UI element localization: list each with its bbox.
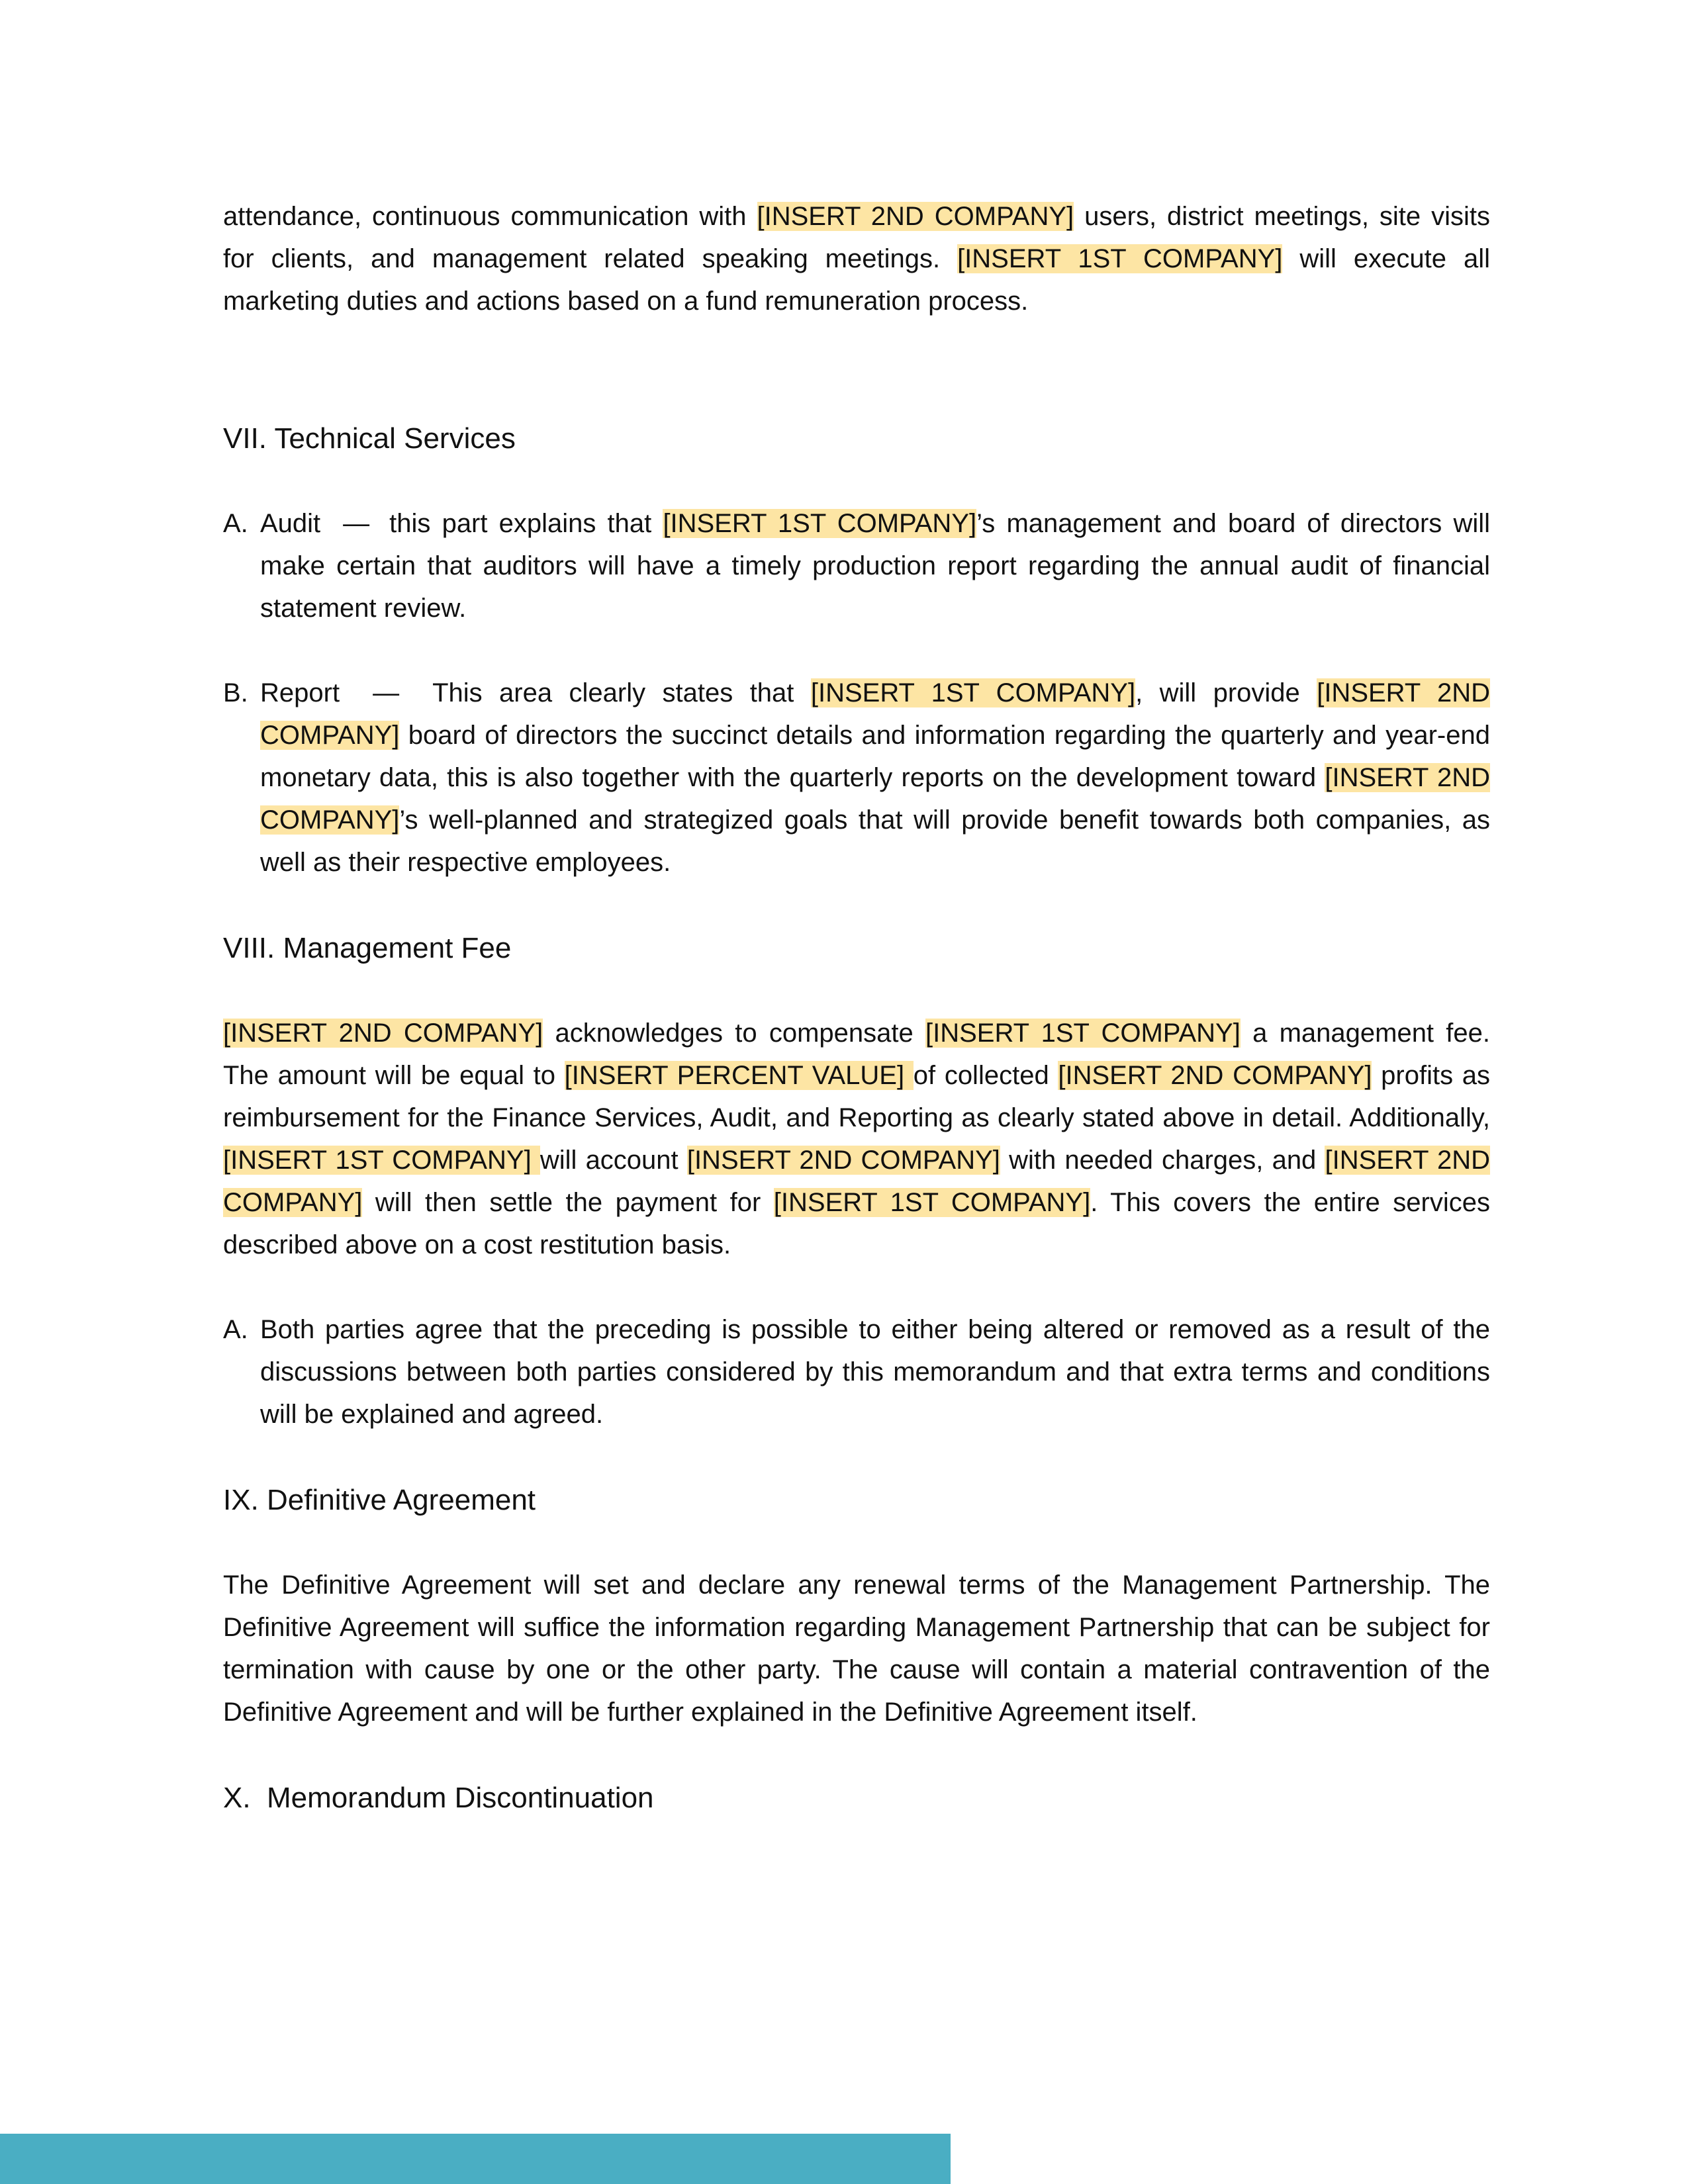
fee-text-4: profits as reimbursement for the Finance Services, Audit, and Reporting as clearly stated above in detail. Additionally, [223,1061,1491,1132]
list-marker: A. [223,1315,248,1344]
footer-accent-bar [0,2134,951,2184]
report-text-2: , will provide [1135,678,1317,707]
section-heading-definitive-agreement: IX. Definitive Agreement [223,1484,536,1516]
document-page [223,195,1490,1819]
fee-text-5: will account [539,1146,687,1175]
intro-paragraph [223,195,1490,322]
placeholder-2nd-company: [INSERT 2ND COMPANY] [1058,1061,1372,1090]
fee-text-6: with needed charges, and [1000,1146,1325,1175]
placeholder-percent-value: [INSERT PERCENT VALUE] [564,1061,914,1090]
audit-text-1: this part explains that [389,509,663,538]
item-label-audit: Audit [260,509,321,538]
placeholder-2nd-company: [INSERT 2ND COMPANY] [260,678,1490,750]
placeholder-2nd-company: [INSERT 2ND COMPANY] [223,1146,1490,1217]
audit-text-2: ’s management and board of directors will make certain that auditors will have a timely production report regarding the annual audit of financial statement review. [260,509,1491,623]
section-heading-technical-services: VII. Technical Services [223,422,516,455]
intro-text-2: users, district meetings, site visits for clients, and management related speaking meetings. [223,202,1490,273]
placeholder-2nd-company: [INSERT 2ND COMPANY] [260,763,1490,835]
item-label-report: Report [260,678,340,707]
placeholder-2nd-company: [INSERT 2ND COMPANY] [757,202,1074,231]
intro-text-1: attendance, continuous communication with [223,202,757,231]
fee-text-2: a management fee. The amount will be equal to [223,1019,1491,1090]
intro-text-3: will execute all marketing duties and actions based on a fund remuneration process. [223,244,1490,316]
fee-text-7: will then settle the payment for [362,1188,774,1217]
report-text-1: This area clearly states that [432,678,811,707]
definitive-agreement-paragraph: The Definitive Agreement will set and declare any renewal terms of the Management Partnership. The Definitive Agreement will suffice the information regarding Management Partnership that can be subject for termination with cause by one or the other party. The cause will contain a material contravention of the Definitive Agreement and will be further explained in the Definitive Agreement itself. [223,1570,1490,1727]
fee-text-3: of collected [913,1061,1058,1090]
em-dash: — [373,678,400,707]
list-item-audit [223,502,1490,629]
placeholder-1st-company: [INSERT 1ST COMPANY] [957,244,1283,273]
placeholder-2nd-company: [INSERT 2ND COMPANY] [686,1146,1000,1175]
placeholder-1st-company: [INSERT 1ST COMPANY] [773,1188,1091,1217]
fee-text-1: acknowledges to compensate [543,1019,925,1048]
list-marker: B. [223,678,248,707]
report-text-3: board of directors the succinct details and information regarding the quarterly and year-end monetary data, this is also together with the quarterly reports on the development toward [260,721,1490,792]
placeholder-1st-company: [INSERT 1ST COMPANY] [223,1146,540,1175]
placeholder-1st-company: [INSERT 1ST COMPANY] [810,678,1136,707]
section-heading-management-fee: VIII. Management Fee [223,932,512,964]
report-text-4: ’s well-planned and strategized goals that will provide benefit towards both companies, as well as their respective employees. [260,805,1490,877]
both-parties-text: Both parties agree that the preceding is possible to either being altered or removed as a result of the discussions between both parties considered by this memorandum and that extra terms and conditions will be explained and agreed. [260,1315,1490,1429]
placeholder-1st-company: [INSERT 1ST COMPANY] [663,509,977,538]
management-fee-paragraph [223,1012,1490,1266]
list-marker: A. [223,509,248,538]
section-heading-memorandum-discontinuation: X. Memorandum Discontinuation [223,1782,654,1814]
placeholder-1st-company: [INSERT 1ST COMPANY] [925,1019,1241,1048]
fee-text-8: . This covers the entire services described above on a cost restitution basis. [223,1188,1491,1259]
placeholder-2nd-company: [INSERT 2ND COMPANY] [223,1019,543,1048]
list-item-report [223,672,1490,884]
em-dash: — [343,509,370,538]
list-item-both-parties [223,1308,1490,1435]
